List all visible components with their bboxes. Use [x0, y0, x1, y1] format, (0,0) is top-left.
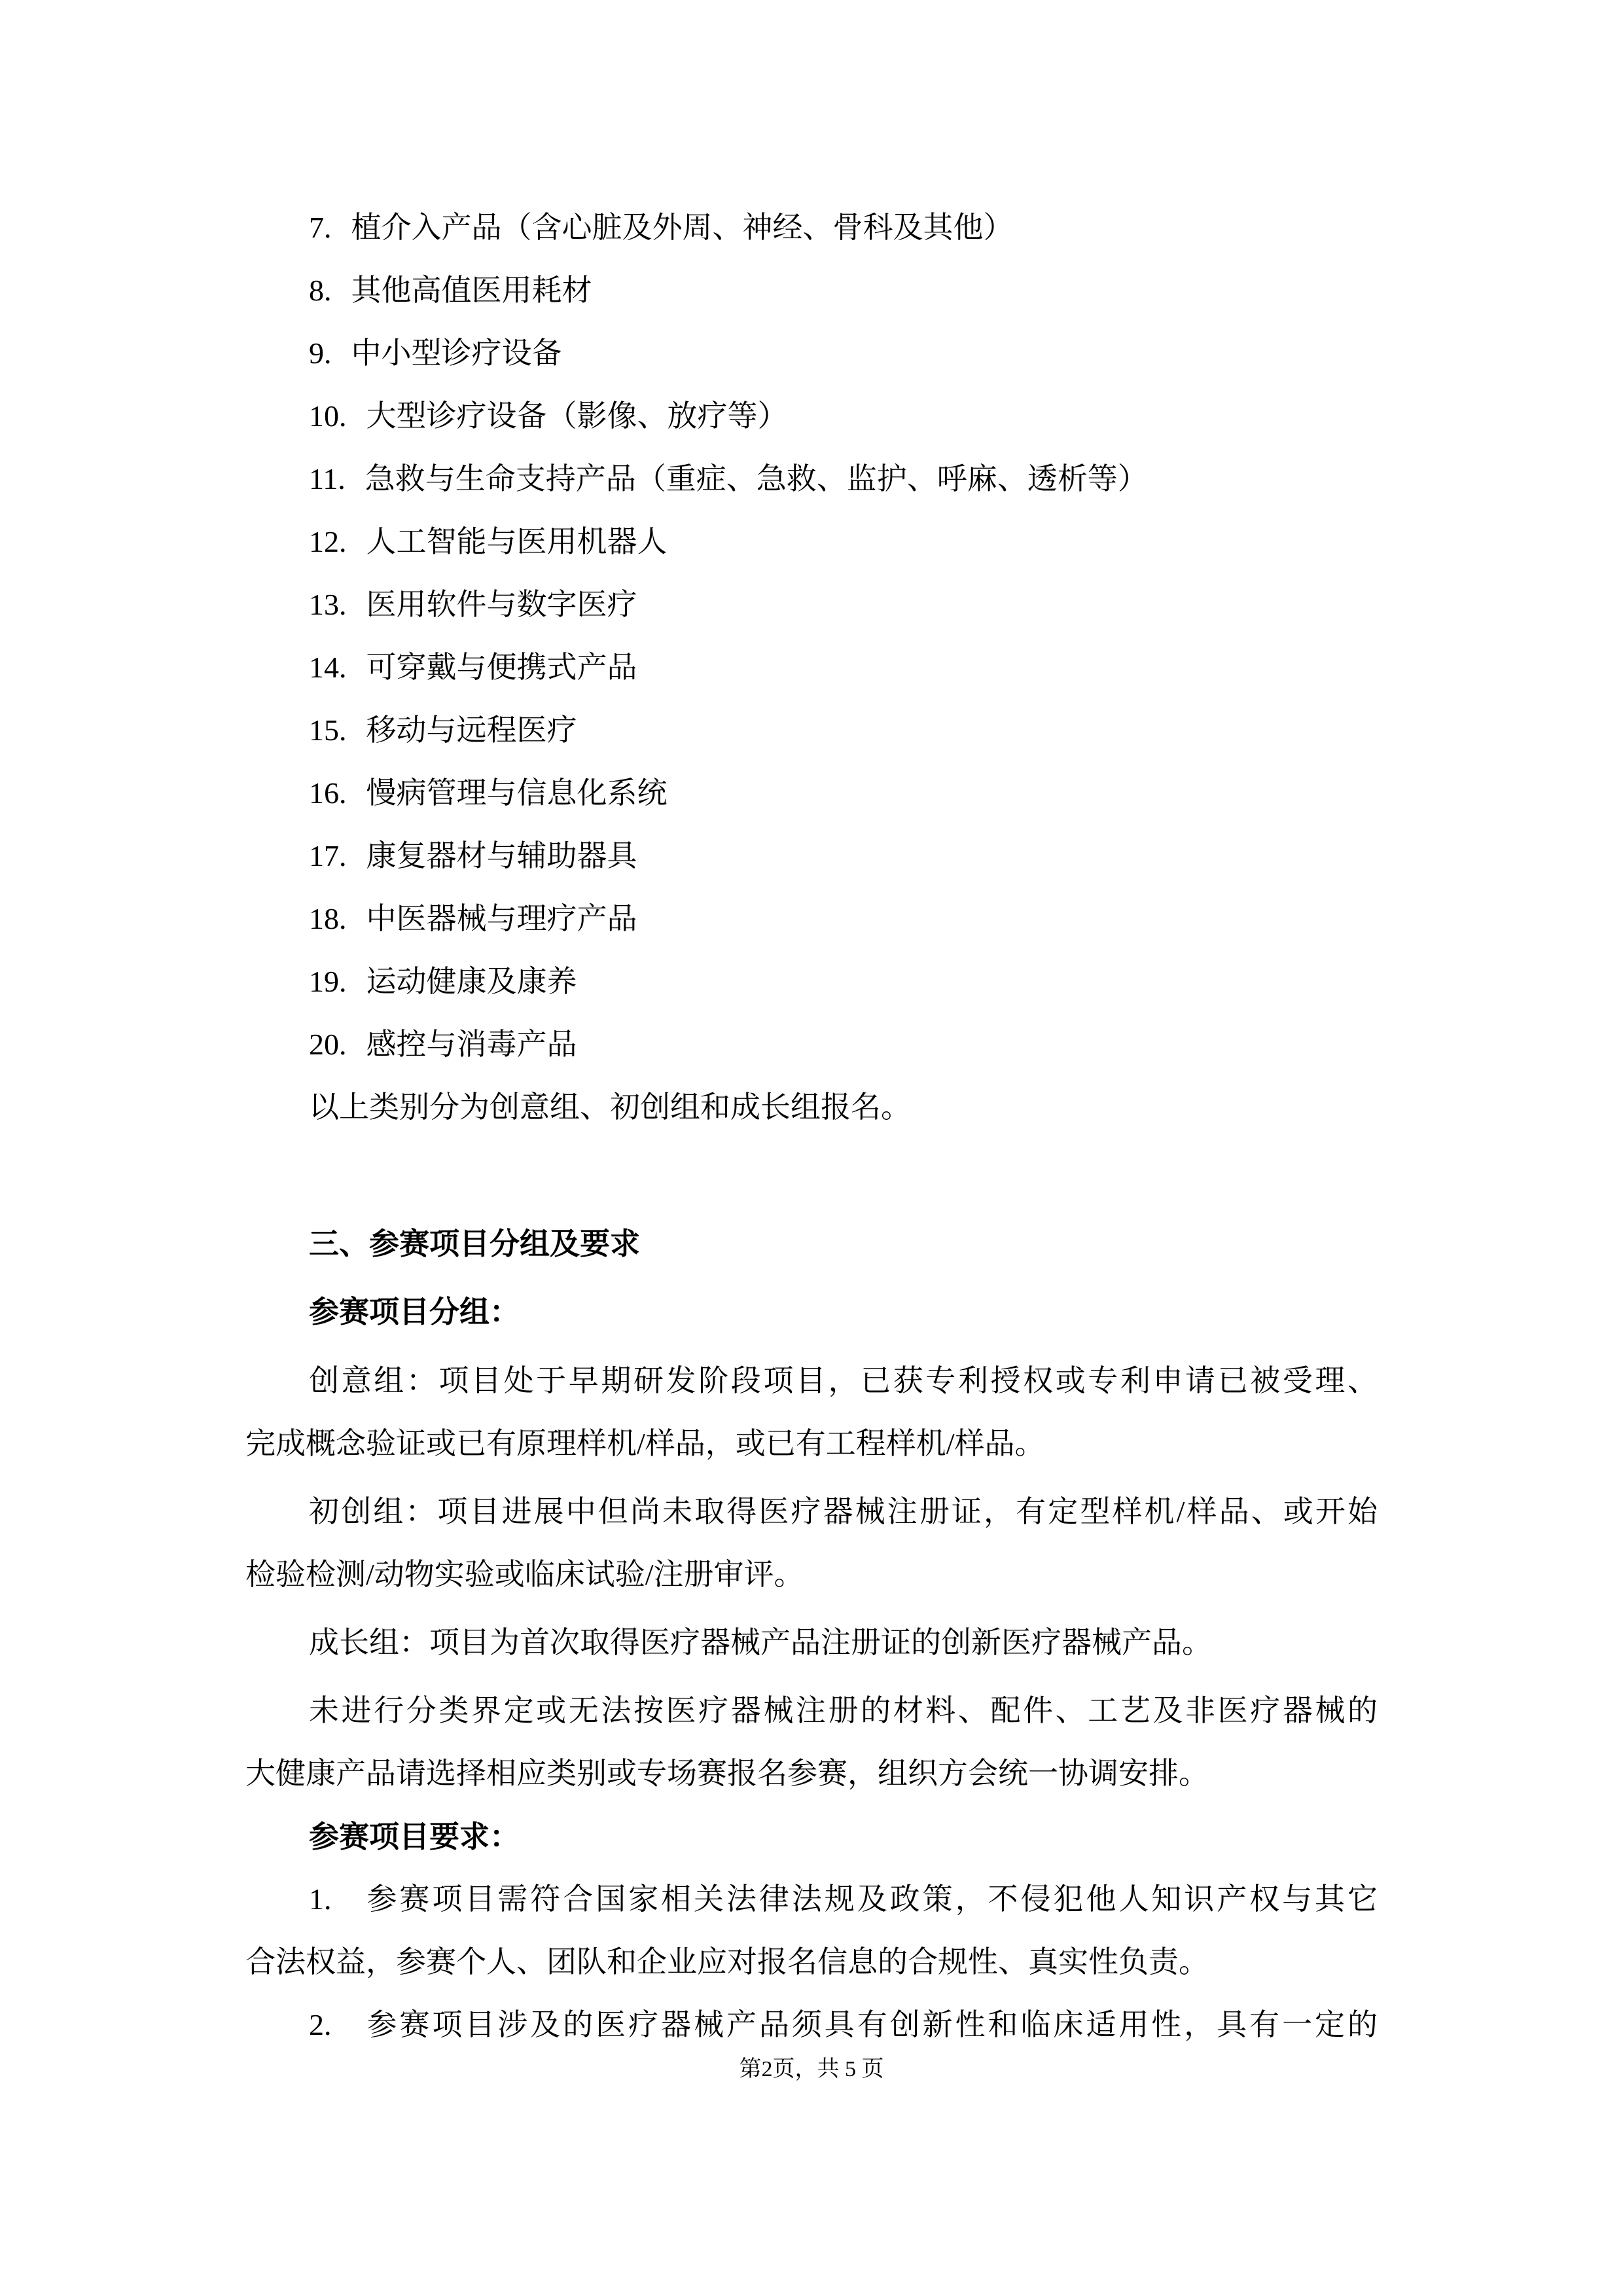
grouping-subheading: 参赛项目分组：	[309, 1295, 520, 1329]
requirement-continuation-line: 合法权益，参赛个人、团队和企业应对报名信息的合规性、真实性负责。	[245, 1945, 1209, 1979]
paragraph-line: 完成概念验证或已有原理样机/样品，或已有工程样机/样品。	[245, 1427, 1045, 1460]
requirements-subheading: 参赛项目要求：	[309, 1820, 520, 1854]
requirement-number: 2.	[309, 2008, 332, 2041]
list-item-text: 可穿戴与便携式产品	[366, 651, 637, 684]
list-item-text: 急救与生命支持产品（重症、急救、监护、呼麻、透析等）	[365, 462, 1148, 495]
list-item-number: 8.	[309, 274, 332, 307]
list-item-number: 9.	[309, 336, 332, 370]
list-item	[245, 573, 1378, 636]
list-item	[245, 762, 1378, 825]
section-heading: 三、参赛项目分组及要求	[309, 1227, 640, 1261]
page-number-footer: 第2页，共 5 页	[739, 2057, 884, 2081]
list-item-number: 12.	[309, 525, 347, 558]
paragraph-line: 未进行分类界定或无法按医疗器械注册的材料、配件、工艺及非医疗器械的	[309, 1694, 1378, 1727]
list-item	[245, 259, 1378, 322]
list-item-number: 19.	[309, 965, 347, 998]
paragraph-creative-group	[245, 1350, 1378, 1475]
list-item-text: 大型诊疗设备（影像、放疗等）	[366, 399, 788, 433]
list-item	[245, 950, 1378, 1013]
requirement-first-line	[245, 1994, 1378, 2056]
list-item	[245, 636, 1378, 699]
requirement-item	[245, 1868, 1378, 1994]
list-item-number: 15.	[309, 713, 347, 747]
list-item-number: 7.	[309, 211, 332, 244]
list-item	[245, 322, 1378, 385]
list-item-text: 其他高值医用耗材	[351, 274, 592, 307]
requirement-text: 参赛项目需符合国家相关法律法规及政策，不侵犯他人知识产权与其它	[364, 1882, 1378, 1916]
list-item	[245, 196, 1378, 259]
paragraph-growth-group	[245, 1611, 1378, 1674]
requirement-number: 1.	[309, 1882, 332, 1916]
list-item-text: 植介入产品（含心脏及外周、神经、骨科及其他）	[351, 211, 1014, 244]
list-item-number: 14.	[309, 651, 347, 684]
document-body	[245, 196, 1378, 2056]
list-item-number: 16.	[309, 776, 347, 810]
list-item	[245, 888, 1378, 950]
paragraph-startup-group	[245, 1480, 1378, 1606]
list-item-number: 17.	[309, 839, 347, 872]
list-item-text: 中小型诊疗设备	[351, 336, 562, 370]
list-item-text: 中医器械与理疗产品	[366, 902, 637, 935]
list-item-text: 运动健康及康养	[366, 965, 577, 998]
requirement-item	[245, 1994, 1378, 2056]
list-item	[245, 1013, 1378, 1076]
requirement-first-line	[245, 1868, 1378, 1931]
list-item-number: 11.	[309, 462, 346, 495]
paragraph-line: 成长组：项目为首次取得医疗器械产品注册证的创新医疗器械产品。	[309, 1626, 1212, 1659]
list-item-text: 康复器材与辅助器具	[366, 839, 637, 872]
list-item-number: 13.	[309, 588, 347, 621]
list-item-text: 移动与远程医疗	[366, 713, 577, 747]
requirement-text: 参赛项目涉及的医疗器械产品须具有创新性和临床适用性，具有一定的	[364, 2008, 1378, 2041]
paragraph-line: 大健康产品请选择相应类别或专场赛报名参赛，组织方会统一协调安排。	[245, 1757, 1209, 1790]
list-item-number: 10.	[309, 399, 347, 433]
paragraph-unclassified-note	[245, 1679, 1378, 1805]
list-item-text: 感控与消毒产品	[366, 1028, 577, 1061]
list-item-number: 18.	[309, 902, 347, 935]
list-item	[245, 511, 1378, 573]
list-item	[245, 385, 1378, 448]
list-item	[245, 699, 1378, 762]
list-item-text: 慢病管理与信息化系统	[366, 776, 668, 810]
list-item	[245, 825, 1378, 888]
paragraph-line: 初创组：项目进展中但尚未取得医疗器械注册证，有定型样机/样品、或开始	[309, 1495, 1378, 1528]
list-item-text: 医用软件与数字医疗	[366, 588, 637, 621]
paragraph-line: 创意组：项目处于早期研发阶段项目，已获专利授权或专利申请已被受理、	[309, 1364, 1378, 1397]
paragraph-line: 检验检测/动物实验或临床试验/注册审评。	[245, 1558, 804, 1591]
list-item-text: 人工智能与医用机器人	[366, 525, 668, 558]
list-item	[245, 448, 1378, 511]
list-closing-note: 以上类别分为创意组、初创组和成长组报名。	[309, 1090, 911, 1124]
list-item-number: 20.	[309, 1028, 347, 1061]
